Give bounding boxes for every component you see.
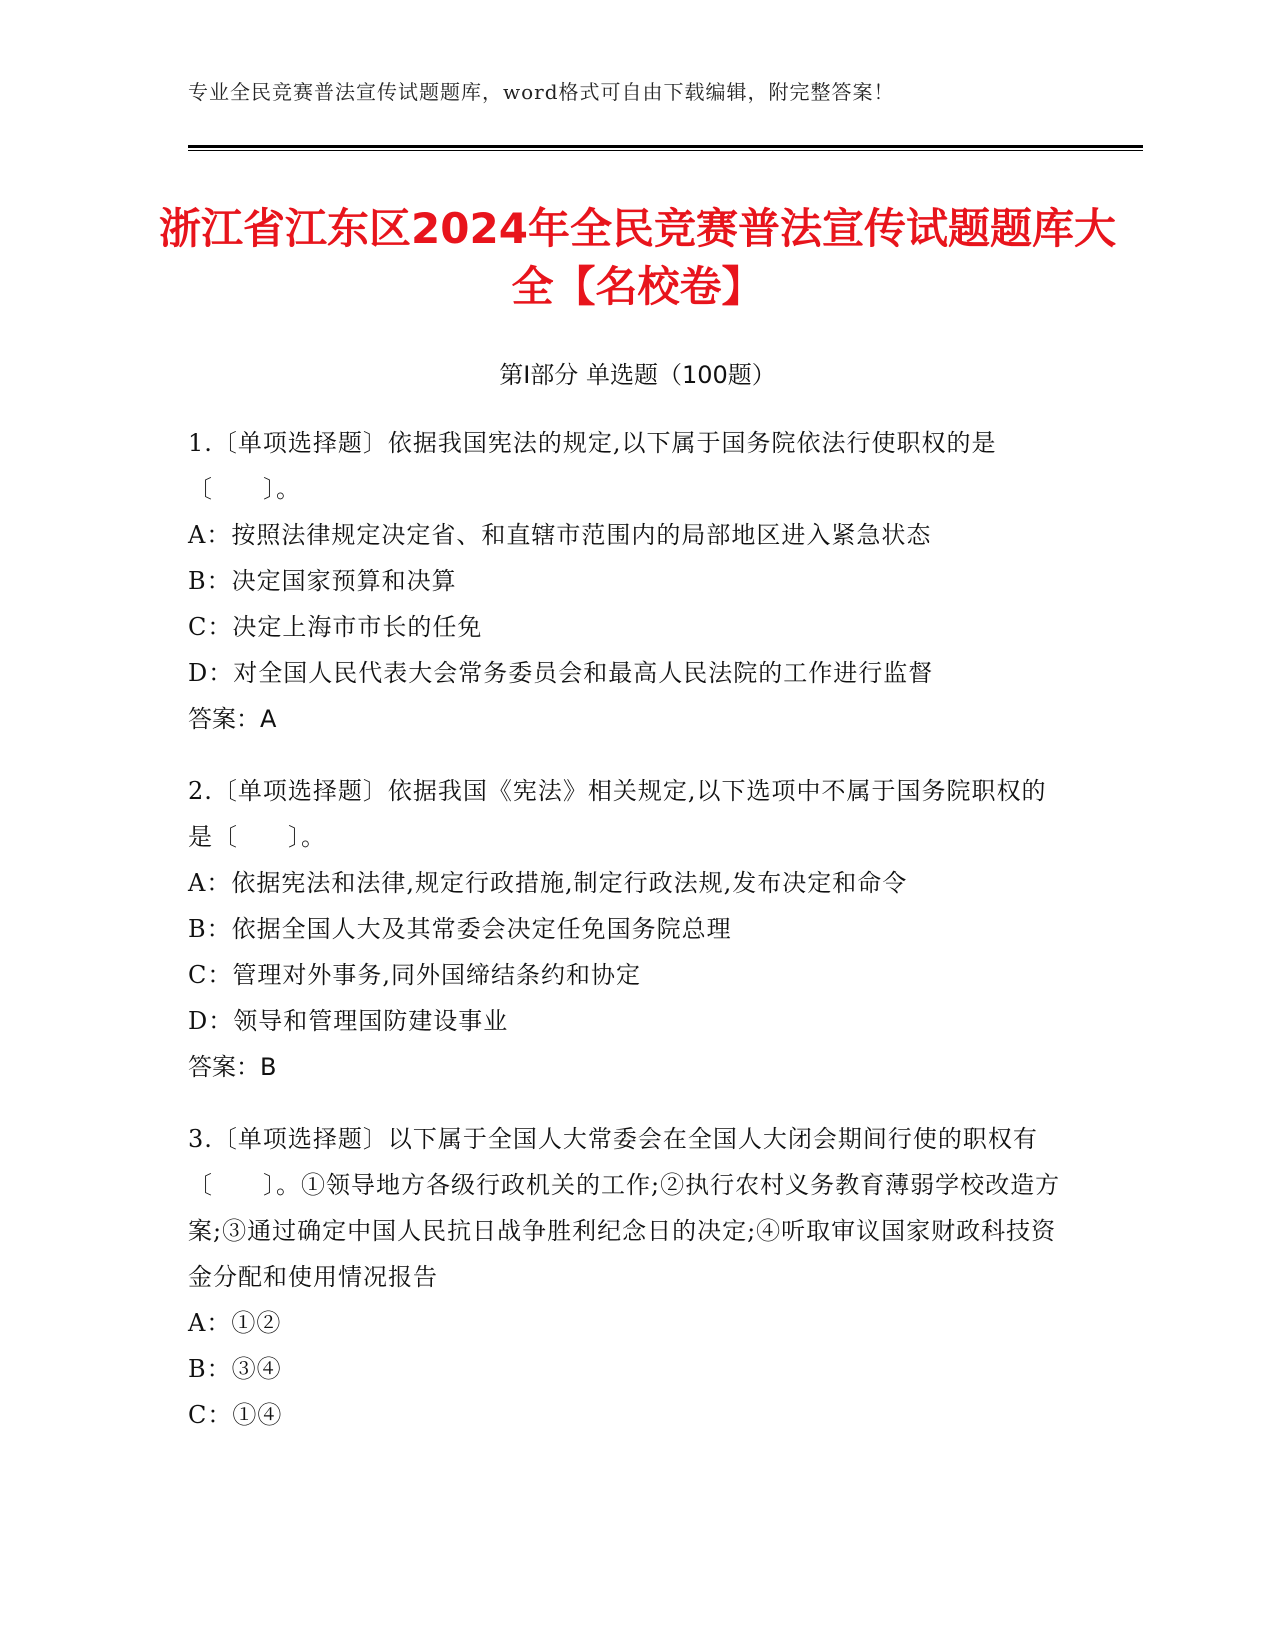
option-c: C：①④ [188, 1401, 283, 1429]
header-rule [188, 145, 1143, 148]
question-3 [188, 1116, 1068, 1438]
option-b: B：③④ [188, 1355, 282, 1383]
question-stem: 3.〔单项选择题〕以下属于全国人大常委会在全国人大闭会期间行使的职权有〔 〕。①领导地方各级行政机关的工作;②执行农村义务教育薄弱学校改造方案;③通过确定中国人民抗日战争胜利纪念日的决定;④听取审议国家财政科技资金分配和使用情况报告 [188, 1125, 1061, 1291]
option-d: D：领导和管理国防建设事业 [188, 1007, 509, 1035]
question-1 [188, 420, 1068, 742]
option-b: B：依据全国人大及其常委会决定任免国务院总理 [188, 915, 732, 943]
option-a: A：依据宪法和法律,规定行政措施,制定行政法规,发布决定和命令 [188, 869, 908, 897]
answer: 答案：A [188, 705, 277, 733]
question-stem: 2.〔单项选择题〕依据我国《宪法》相关规定,以下选项中不属于国务院职权的是〔 〕。 [188, 777, 1047, 851]
header-rule-thin [188, 150, 1143, 151]
option-a: A：①② [188, 1309, 282, 1337]
option-d: D：对全国人民代表大会常务委员会和最高人民法院的工作进行监督 [188, 659, 934, 687]
header-note: 专业全民竞赛普法宣传试题题库，word格式可自由下载编辑，附完整答案！ [188, 80, 895, 104]
question-stem: 1.〔单项选择题〕依据我国宪法的规定,以下属于国务院依法行使职权的是〔 〕。 [188, 429, 997, 503]
answer: 答案：B [188, 1053, 277, 1081]
option-a: A：按照法律规定决定省、和直辖市范围内的局部地区进入紧急状态 [188, 521, 932, 549]
section-heading: 第Ⅰ部分 单选题（100题） [499, 361, 776, 389]
option-c: C：决定上海市市长的任免 [188, 613, 483, 641]
option-b: B：决定国家预算和决算 [188, 567, 457, 595]
option-c: C：管理对外事务,同外国缔结条约和协定 [188, 961, 641, 989]
document-title: 浙江省江东区2024年全民竞赛普法宣传试题题库大全【名校卷】 [159, 204, 1116, 311]
question-2 [188, 768, 1068, 1090]
